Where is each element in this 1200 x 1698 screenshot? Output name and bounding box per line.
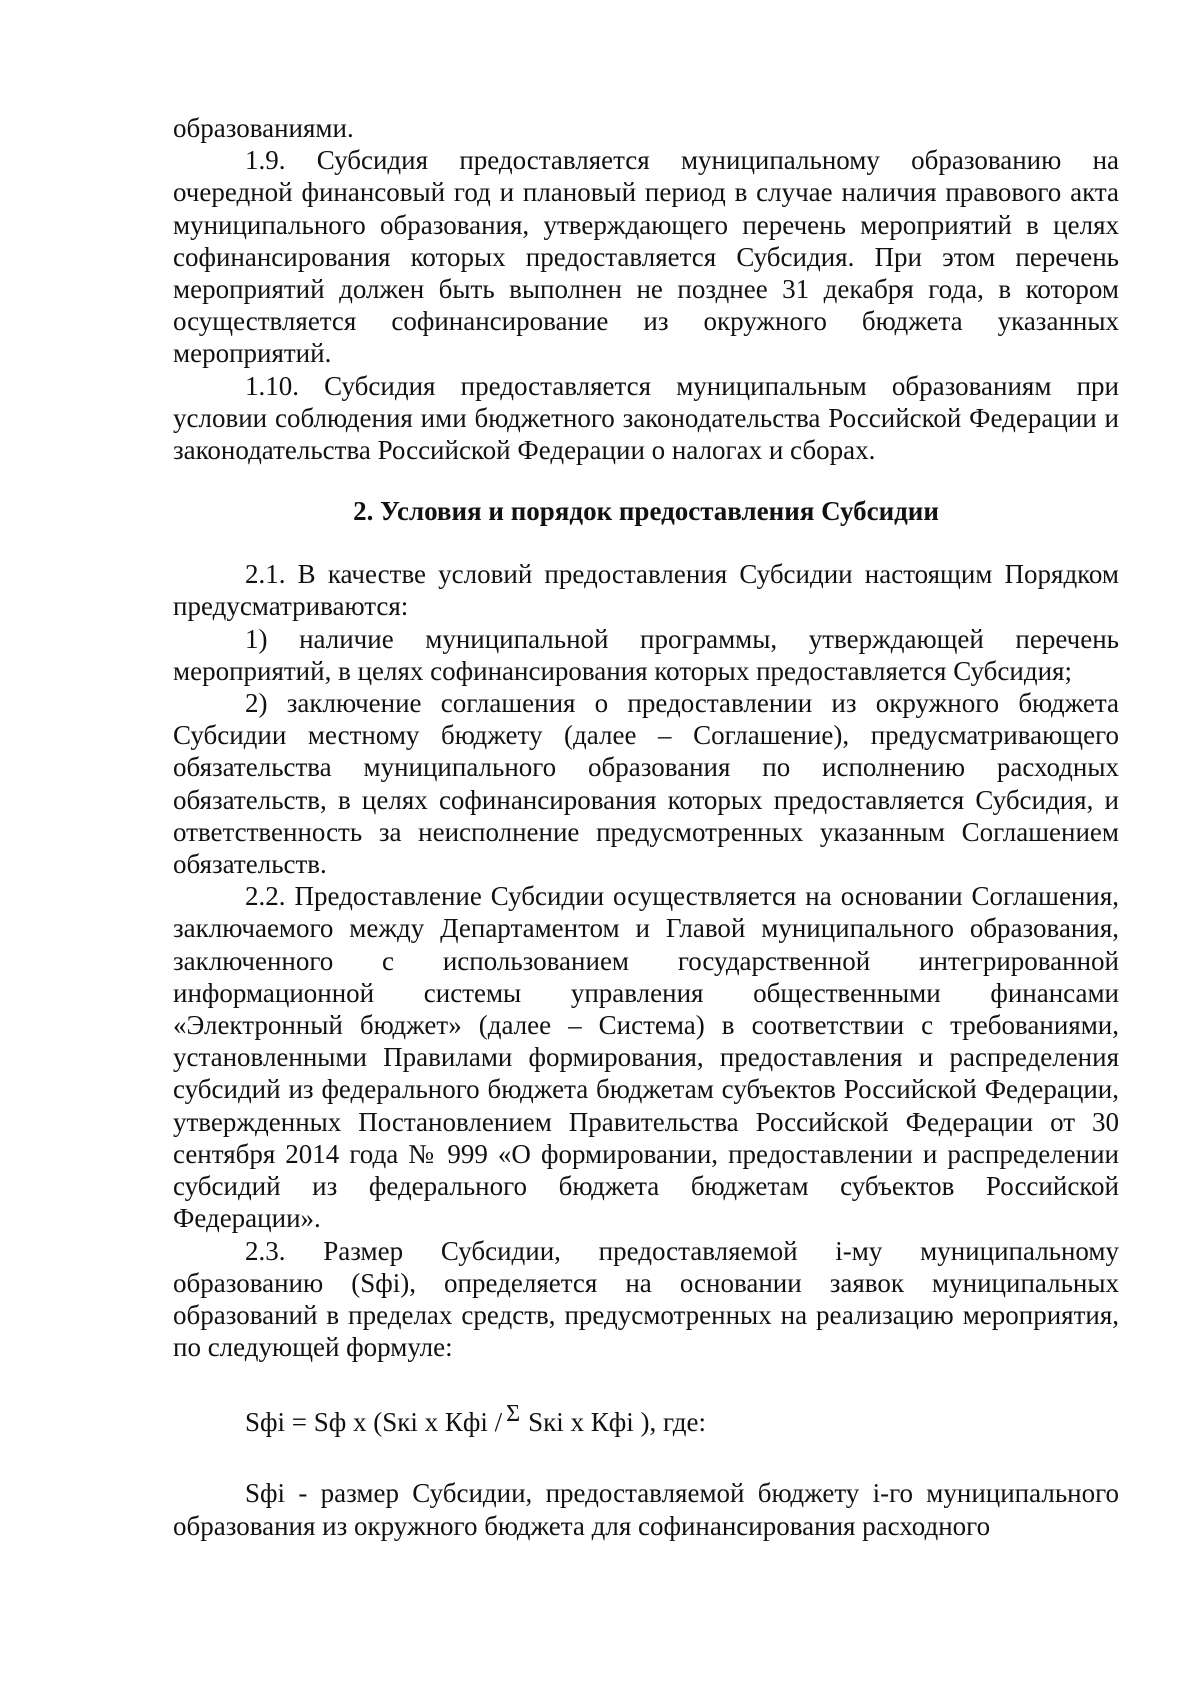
- document-page: [173, 112, 1119, 1542]
- continuation-text: образованиями.: [173, 113, 354, 143]
- paragraph-1-10: 1.10. Субсидия предоставляется муниципальным образованиям при условии соблюдения ими бюджетного законодательства Российской Федерации и законодательства Российской Федерации о налогах и сборах.: [173, 370, 1119, 466]
- paragraph-2-1: 2.1. В качестве условий предоставления Субсидии настоящим Порядком предусматриваются:: [173, 559, 1119, 622]
- formula-left: Sфi = Sф х (Sкi х Кфi /: [245, 1407, 503, 1438]
- paragraph-2-2: 2.2. Предоставление Субсидии осуществляется на основании Соглашения, заключаемого между Департаментом и Главой муниципального образования, заключенного с использованием государственной интегрированной информационной системы управления общественными финансами «Электронный бюджет» (далее – Система) в соответствии с требованиями, установленными Правилами формирования, предоставления и распределения субсидий из федерального бюджета бюджетам субъектов Российской Федерации, утвержденных Постановлением Правительства Российской Федерации от 30 сентября 2014 года № 999 «О формировании, предоставлении и распределении субсидий из федерального бюджета бюджетам субъектов Российской Федерации».: [173, 881, 1119, 1234]
- paragraph-2-3: 2.3. Размер Субсидии, предоставляемой i-му муниципальному образованию (Sфi), определяется на основании заявок муниципальных образований в пределах средств, предусмотренных на реализацию мероприятия, по следующей формуле:: [173, 1235, 1119, 1363]
- section-heading: 2. Условия и порядок предоставления Субсидии: [353, 496, 939, 527]
- subsidy-formula: [173, 1401, 1119, 1440]
- formula-definition: Sфi - размер Субсидии, предоставляемой бюджету i-го муниципального образования из окружного бюджета для софинансирования расходного: [173, 1478, 1119, 1541]
- list-item-2: 2) заключение соглашения о предоставлении из окружного бюджета Субсидии местному бюджету (далее – Соглашение), предусматривающего обязательства муниципального образования по исполнению расходных обязательств, в целях софинансирования которых предоставляется Субсидия, и ответственность за неисполнение предусмотренных указанным Соглашением обязательств.: [173, 688, 1119, 880]
- paragraph-1-9: 1.9. Субсидия предоставляется муниципальному образованию на очередной финансовый год и плановый период в случае наличия правового акта муниципального образования, утверждающего перечень мероприятий в целях софинансирования которых предоставляется Субсидия. При этом перечень мероприятий должен быть выполнен не позднее 31 декабря года, в котором осуществляется софинансирование из окружного бюджета указанных мероприятий.: [173, 145, 1119, 369]
- formula-right: Sкi х Кфi ), где:: [528, 1407, 706, 1438]
- list-item-1: 1) наличие муниципальной программы, утверждающей перечень мероприятий, в целях софинансирования которых предоставляется Субсидия;: [173, 623, 1119, 686]
- sigma-symbol: Σ: [506, 1401, 521, 1428]
